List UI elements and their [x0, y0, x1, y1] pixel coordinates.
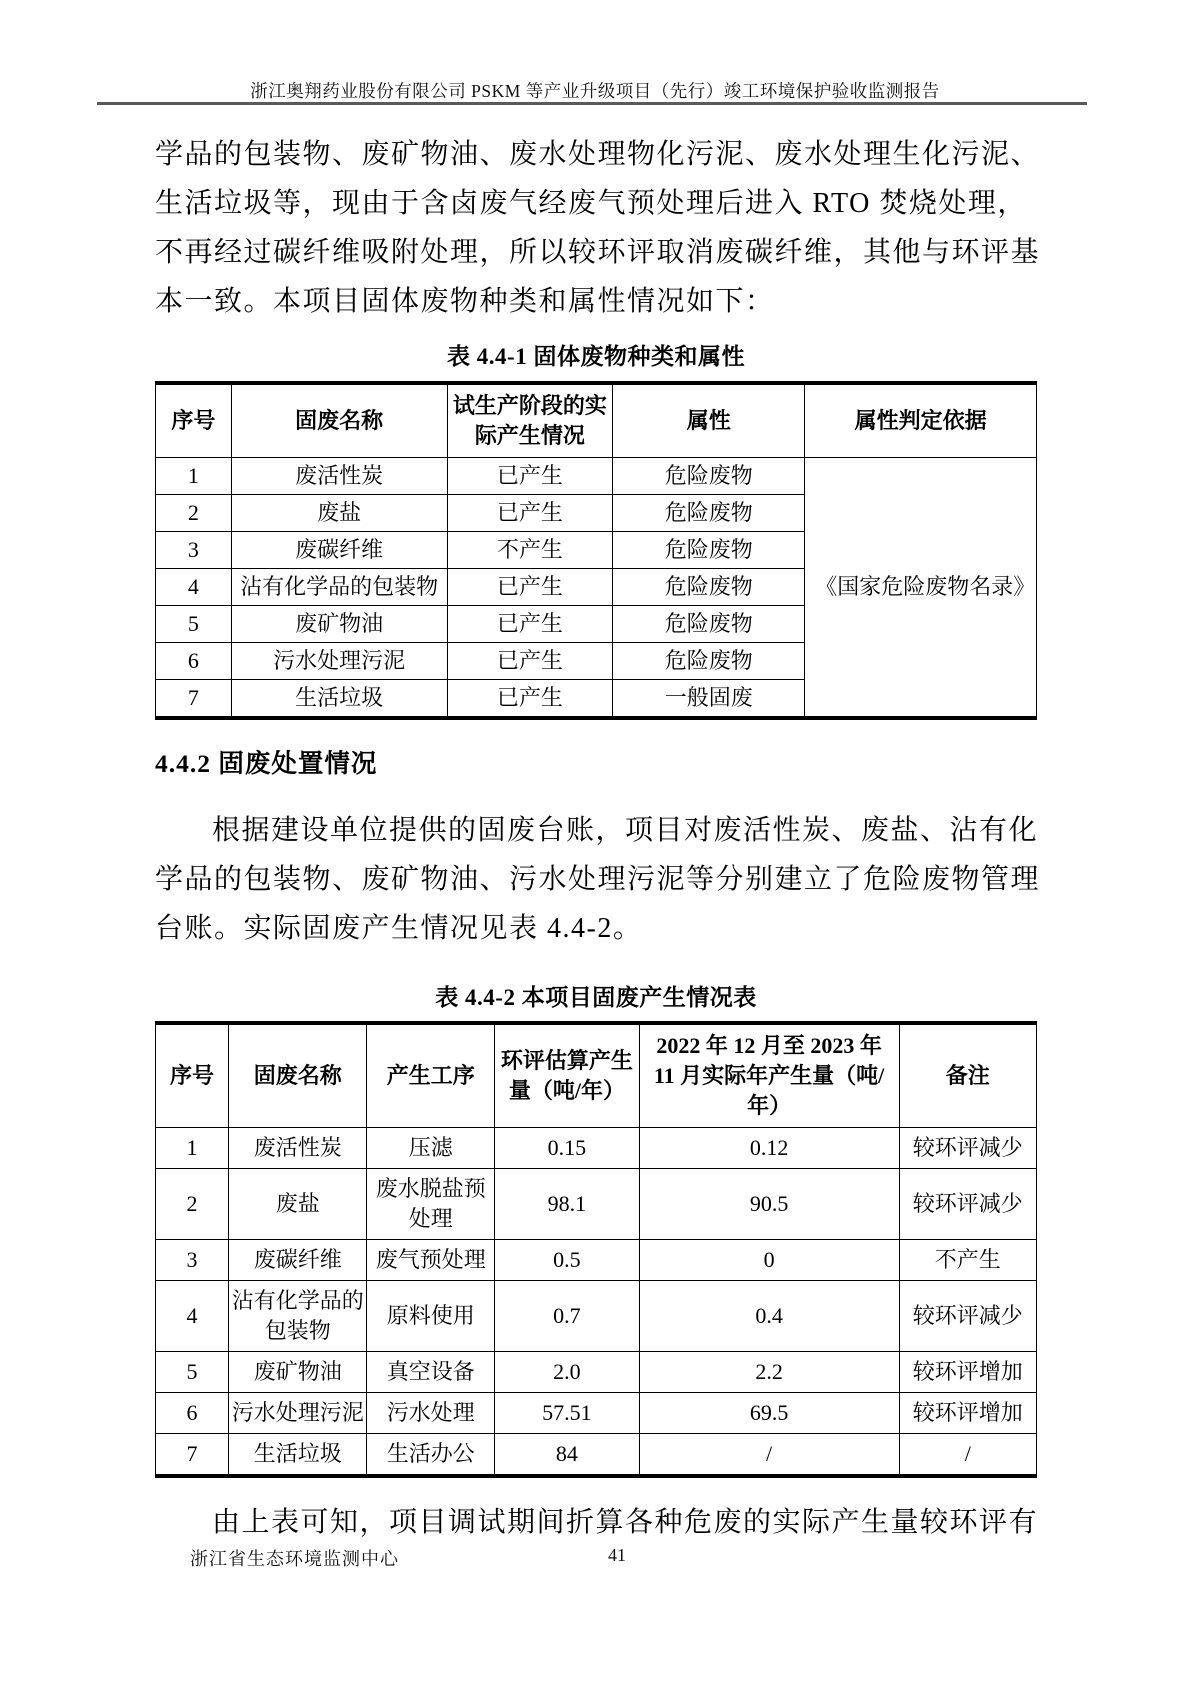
table-cell: 90.5: [639, 1169, 899, 1240]
table-cell: 生活垃圾: [229, 1434, 367, 1477]
table-cell: 危险废物: [613, 495, 805, 532]
paragraph-line: 本一致。本项目固体废物种类和属性情况如下：: [155, 286, 775, 317]
paragraph-line: 生活垃圾等，现由于含卤废气经废气预处理后进入 RTO 焚烧处理，: [155, 188, 1027, 219]
table-cell: 2: [156, 1169, 229, 1240]
column-header: 试生产阶段的实际产生情况: [447, 383, 613, 458]
table-cell: 84: [495, 1434, 639, 1477]
page-content: [155, 126, 1041, 1547]
table-cell: 较环评增加: [899, 1352, 1036, 1393]
table-cell: 3: [156, 532, 232, 569]
table-row: [156, 1281, 1037, 1352]
table-cell: 废碳纤维: [229, 1240, 367, 1281]
paragraph-line: 学品的包装物、废矿物油、废水处理物化污泥、废水处理生化污泥、: [155, 139, 1041, 170]
table-cell: 沾有化学品的包装物: [229, 1281, 367, 1352]
table-row: [156, 1352, 1037, 1393]
table-cell: 较环评减少: [899, 1169, 1036, 1240]
header-divider: [97, 102, 1087, 105]
table-cell: 生活办公: [367, 1434, 495, 1477]
table-cell: 0.7: [495, 1281, 639, 1352]
table-cell: 69.5: [639, 1393, 899, 1434]
table-cell: 较环评增加: [899, 1393, 1036, 1434]
table-solid-waste-types: [155, 381, 1037, 720]
table-cell: 0.15: [495, 1128, 639, 1169]
table-cell: 0: [639, 1240, 899, 1281]
table-cell: 不产生: [899, 1240, 1036, 1281]
column-header: 属性判定依据: [805, 383, 1037, 458]
table-cell: 已产生: [447, 495, 613, 532]
table-cell: 7: [156, 680, 232, 719]
paragraph-line: 学品的包装物、废矿物油、污水处理污泥等分别建立了危险废物管理: [155, 864, 1041, 895]
table-header-row: [156, 1023, 1037, 1128]
column-header: 2022 年 12 月至 2023 年 11 月实际年产生量（吨/年）: [639, 1023, 899, 1128]
table-cell: 2: [156, 495, 232, 532]
table-row: [156, 1393, 1037, 1434]
table-cell: 5: [156, 606, 232, 643]
table-cell: 污水处理污泥: [231, 643, 447, 680]
table-cell: 已产生: [447, 458, 613, 495]
table-cell: 1: [156, 458, 232, 495]
table-cell: 0.12: [639, 1128, 899, 1169]
table-cell: 已产生: [447, 680, 613, 719]
column-header: 属性: [613, 383, 805, 458]
paragraph-conclusion: [155, 1498, 1037, 1547]
table-waste-generation: [155, 1021, 1037, 1478]
table-row: [156, 1169, 1037, 1240]
column-header: 备注: [899, 1023, 1036, 1128]
table-4-4-1-caption: 表 4.4-1 固体废物种类和属性: [447, 344, 745, 369]
table-cell: 压滤: [367, 1128, 495, 1169]
table-cell: 废盐: [229, 1169, 367, 1240]
paragraph-solid-waste-types: [155, 130, 1041, 326]
table-cell: 危险废物: [613, 532, 805, 569]
table-cell: 0.5: [495, 1240, 639, 1281]
table-header-row: [156, 383, 1037, 458]
table-row: [156, 1240, 1037, 1281]
table-cell: 生活垃圾: [231, 680, 447, 719]
paragraph-line: 由上表可知，项目调试期间折算各种危废的实际产生量较环评有: [212, 1507, 1039, 1538]
column-header: 产生工序: [367, 1023, 495, 1128]
paragraph-line: 不再经过碳纤维吸附处理，所以较环评取消废碳纤维，其他与环评基: [155, 237, 1041, 268]
table-cell: 2.0: [495, 1352, 639, 1393]
table-cell: 5: [156, 1352, 229, 1393]
running-header-title: 浙江奥翔药业股份有限公司 PSKM 等产业升级项目（先行）竣工环境保护验收监测报告: [250, 81, 940, 101]
table-cell: 废碳纤维: [231, 532, 447, 569]
column-header: 序号: [156, 383, 232, 458]
table-cell: 6: [156, 643, 232, 680]
column-header: 序号: [156, 1023, 229, 1128]
column-header: 固废名称: [231, 383, 447, 458]
table-cell: 已产生: [447, 569, 613, 606]
table-cell: 98.1: [495, 1169, 639, 1240]
paragraph-line: 台账。实际固废产生情况见表 4.4-2。: [155, 913, 643, 944]
table-cell: 6: [156, 1393, 229, 1434]
table-cell: 0.4: [639, 1281, 899, 1352]
column-header: 固废名称: [229, 1023, 367, 1128]
table-cell: 4: [156, 569, 232, 606]
table-cell: 危险废物: [613, 643, 805, 680]
table-cell: 污水处理: [367, 1393, 495, 1434]
table-cell: 废矿物油: [231, 606, 447, 643]
table-cell: 已产生: [447, 643, 613, 680]
table-cell: 废活性炭: [231, 458, 447, 495]
table-row: [156, 1128, 1037, 1169]
table-cell: 危险废物: [613, 606, 805, 643]
table-cell: 3: [156, 1240, 229, 1281]
table-cell: 沾有化学品的包装物: [231, 569, 447, 606]
footer-organization: 浙江省生态环境监测中心: [190, 1549, 399, 1569]
table-cell: 4: [156, 1281, 229, 1352]
table-cell: 一般固废: [613, 680, 805, 719]
table-row: [156, 458, 1037, 495]
table-cell: 废矿物油: [229, 1352, 367, 1393]
table-cell: 危险废物: [613, 569, 805, 606]
table-cell: 7: [156, 1434, 229, 1477]
table-4-4-2-caption: 表 4.4-2 本项目固废产生情况表: [435, 985, 757, 1010]
table-cell: 危险废物: [613, 458, 805, 495]
table-cell: 不产生: [447, 532, 613, 569]
table-cell: 污水处理污泥: [229, 1393, 367, 1434]
table-cell: 1: [156, 1128, 229, 1169]
table-cell: 2.2: [639, 1352, 899, 1393]
table-cell: 废气预处理: [367, 1240, 495, 1281]
table-cell: 废盐: [231, 495, 447, 532]
paragraph-disposal: [155, 806, 1041, 953]
table-cell: 57.51: [495, 1393, 639, 1434]
table-row: [156, 1434, 1037, 1477]
table-cell: 真空设备: [367, 1352, 495, 1393]
table-cell: 已产生: [447, 606, 613, 643]
column-header: 环评估算产生量（吨/年）: [495, 1023, 639, 1128]
table-cell: 原料使用: [367, 1281, 495, 1352]
table-cell: /: [899, 1434, 1036, 1477]
section-heading-4-4-2: 4.4.2 固废处置情况: [155, 749, 378, 778]
table-cell: 废水脱盐预处理: [367, 1169, 495, 1240]
paragraph-line: 根据建设单位提供的固废台账，项目对废活性炭、废盐、沾有化: [212, 815, 1039, 846]
table-cell: /: [639, 1434, 899, 1477]
table-cell: 较环评减少: [899, 1281, 1036, 1352]
table-cell: 较环评减少: [899, 1128, 1036, 1169]
footer-page-number: 41: [608, 1545, 626, 1565]
table-cell: 废活性炭: [229, 1128, 367, 1169]
merged-basis-cell: 《国家危险废物名录》: [805, 458, 1037, 719]
